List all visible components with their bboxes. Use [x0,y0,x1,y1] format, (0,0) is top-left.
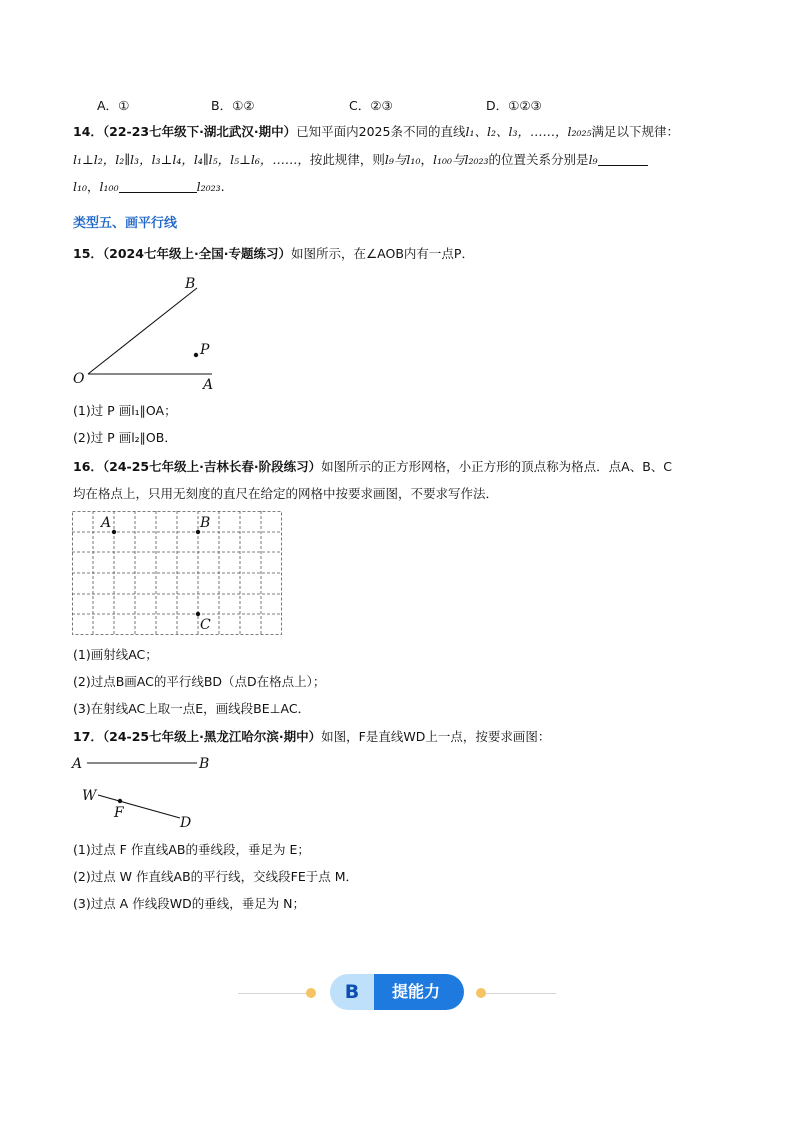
question-stem: 如图，F是直线WD上一点，按要求画图： [321,729,551,744]
question-source: （22-23七年级下·湖北武汉·期中） [102,124,297,139]
question-stem: 如图所示的正方形网格，小正方形的顶点称为格点．点A、B、C [321,459,672,474]
q17-stem [73,729,550,745]
q17-part2: (2)过点 W 作直线AB的平行线，交线段FE于点 M． [73,869,358,884]
q16-part3: (3)在射线AC上取一点E，画线段BE⊥AC． [73,701,311,716]
q16-line1 [73,459,672,475]
end-mark: . [220,179,225,194]
label-f: F [114,805,124,821]
option-letter: B． [211,98,233,113]
option-value: ②③ [370,98,393,113]
fill-2-left: l₁₀₀ [99,179,119,194]
section-badge [330,974,464,1010]
question-stem: 如图所示，在∠AOB内有一点P． [290,246,474,261]
label-w: W [82,788,97,804]
label-a: A [72,756,83,772]
option-b [211,96,255,114]
section-title: 类型五、画平行线 [73,216,178,231]
option-letter: A． [97,98,119,113]
label-a: A [101,515,112,531]
question-source: （24-25七年级上·吉林长春·阶段练习） [102,459,322,474]
q14-line2 [73,152,648,168]
rule-tail: 满足以下规律： [591,124,680,139]
badge-dot-left [306,988,316,998]
option-value: ① [118,98,130,113]
ask-pre: 按此规律，则 [309,152,385,167]
fill-2-right: l₂₀₂₃ [196,179,221,194]
option-value: ①② [232,98,255,113]
q17-part3: (3)过点 A 作线段WD的垂线，垂足为 N； [73,896,306,911]
q14-line3: l₁₀，l₁₀₀ l₂₀₂₃. [73,179,225,194]
q16-part1: (1)画射线AC； [73,647,158,662]
answer-blank-1[interactable] [598,153,648,166]
question-source: （2024七年级上·全国·专题练习） [102,246,291,261]
line-wd-figure [70,751,220,833]
label-b: B [199,756,210,772]
conj: ， [420,152,433,167]
q15-part1: (1)过 P 画l₁∥OA； [73,403,177,418]
question-number: 17． [73,729,103,744]
option-d [486,96,542,114]
point-f [118,799,122,803]
q17-part1: (1)过点 F 作直线AB的垂线段，垂足为 E； [73,842,310,857]
label-b: B [200,515,211,531]
q15-stem [73,246,474,262]
option-value: ①②③ [508,98,542,113]
badge-line-left [238,993,308,994]
label-b: B [185,276,196,292]
label-a: A [203,377,214,393]
segment-wd [98,795,180,818]
label-c: C [200,617,211,633]
point-p [194,353,198,357]
badge-line-right [486,993,556,994]
fill-1-right: l₁₀ [73,179,88,194]
point-c [196,612,200,616]
lines-list: l₁、l₂、l₃，……，l₂₀₂₅ [465,124,592,139]
ray-ob [88,288,197,374]
question-number: 14． [73,124,103,139]
q16-part2: (2)过点B画AC的平行线BD（点D在格点上）； [73,674,326,689]
question-number: 16． [73,459,103,474]
q15-part2: (2)过 P 画l₂∥OB． [73,430,177,445]
point-a [112,530,116,534]
question-number: 15． [73,246,103,261]
relations: l₁⊥l₂，l₂∥l₃，l₃⊥l₄，l₄∥l₅，l₅⊥l₆，……， [73,152,310,167]
question-stem: 已知平面内2025条不同的直线 [296,124,466,139]
answer-blank-2[interactable] [119,180,197,193]
q16-line2: 均在格点上，只用无刻度的直尺在给定的网格中按要求画图，不要求写作法． [73,486,499,501]
pair-2: l₁₀₀与l₂₀₂₃ [432,152,489,167]
option-letter: C． [349,98,371,113]
ask-tail: 的位置关系分别是 [488,152,589,167]
pair-1: l₉与l₁₀ [384,152,421,167]
label-p: P [200,342,210,358]
label-o: O [73,371,85,387]
angle-aob-figure [70,268,230,393]
q14-line1 [73,124,679,140]
square-grid-figure [72,511,284,637]
badge-title: 提能力 [368,974,464,1010]
question-source: （24-25七年级上·黑龙江哈尔滨·期中） [102,729,322,744]
option-letter: D． [486,98,509,113]
option-c [349,96,393,114]
label-d: D [180,815,192,831]
badge-dot-right [476,988,486,998]
fill-1-left: l₉ [588,152,598,167]
option-a [97,96,129,114]
badge-letter: B [330,974,374,1010]
